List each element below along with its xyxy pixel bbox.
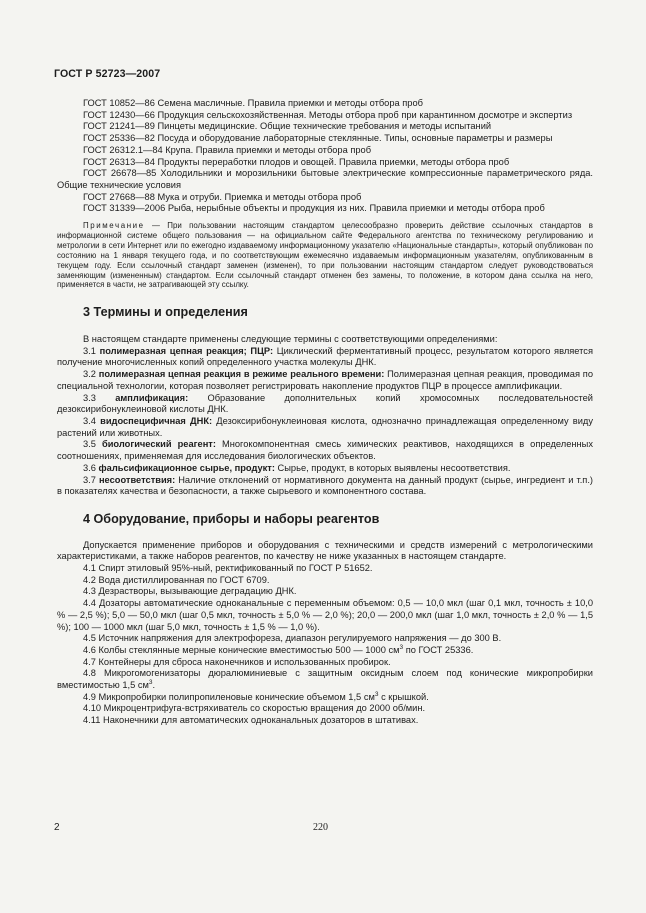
reference-item: ГОСТ 31339—2006 Рыба, нерыбные объекты и продукция из них. Правила приемки и методы отбора проб [83,203,545,214]
terms-intro: В настоящем стандарте применены следующие термины с соответствующими определениями: [83,334,498,345]
term-definition: 3.2 полимеразная цепная реакция в режиме реального времени: Полимеразная цепная реакция, проводимая по специальной технологии, которая позволяет регистрировать накопление продуктов ПЦР в процессе амплификации. [57,369,594,391]
equipment-item: 4.5 Источник напряжения для электрофореза, диапазон регулируемого напряжения — до 300 В. [83,633,502,644]
reference-item: ГОСТ 26312.1—84 Крупа. Правила приемки и методы отбора проб [83,144,372,155]
term-name: фальсификационное сырье, продукт: [98,462,275,473]
term-definition: 3.5 биологический реагент: Многокомпонентная смесь химических реактивов, находящихся в определенных соотношениях, применяемая для исследования биологических объектов. [57,439,593,462]
page-number: 2 [54,822,60,833]
note-label: Примечание [83,221,145,231]
equipment-item: 4.4 Дозаторы автоматические одноканальные с переменным объемом: 0,5 — 10,0 мкл (шаг 0,1 мкл, точность ± 10,0 % — 2,5 %); 5,0 — 50,0 мкл (шаг 0,5 мкл, точность ± 5,0 % — 2,0 %); 20,0 — 200,0 мкл (шаг 1,0 мкл, точность ± 2,0 % — 1,5 %); 100 — 1000 мкл (шаг 5,0 мкл, точность ± 1,5 % — 1,0 %). [57,598,593,632]
equipment-item: 4.9 Микропробирки полипропиленовые конические объемом 1,5 $см^3$ с крышкой. [83,690,429,702]
equipment-item: 4.11 Наконечники для автоматических одноканальных дозаторов в штативах. [83,715,419,726]
term-name: несоответствия: [98,474,176,485]
reference-item: ГОСТ 25336—82 Посуда и оборудование лабораторные стеклянные. Типы, основные параметры и размеры [83,133,553,144]
reference-item: ГОСТ 21241—89 Пинцеты медицинские. Общие технические требования и методы испытаний [83,121,492,132]
term-name: видоспецифичная ДНК: [100,416,213,426]
reference-item: ГОСТ 27668—88 Мука и отруби. Приемка и методы отбора проб [83,191,362,202]
reference-item: ГОСТ 26313—84 Продукты переработки плодов и овощей. Правила приемки, методы отбора проб [83,156,510,167]
equipment-item: 4.10 Микроцентрифуга-встряхиватель со скоростью вращения до 2000 об/мин. [83,703,426,714]
equipment-section [57,540,593,727]
note-paragraph [57,221,593,290]
equipment-item: 4.2 Вода дистиллированная по ГОСТ 6709. [83,574,270,585]
section-heading-terms: 3 Термины и определения [83,305,248,320]
term-definition: 3.6 фальсификационное сырье, продукт: Сырье, продукт, в которых выявлены несоответствия. [83,462,511,473]
equipment-item: 4.8 Микрогомогенизаторы дюралюминиевые с защитным оксидным слоем под конические микропробирки вместимостью 1,5 $см^3$. [57,668,593,691]
term-name: амплификация: [115,392,189,403]
term-name: полимеразная цепная реакция; ПЦР: [99,345,274,356]
section-heading-equipment: 4 Оборудование, приборы и наборы реагентов [83,511,380,526]
document-body [57,98,593,727]
term-definition: 3.1 полимеразная цепная реакция; ПЦР: Циклический ферментативный процесс, результатом которого является получение многочисленных копий определенного участка молекулы ДНК. [57,345,593,368]
reference-item: ГОСТ 10852—86 Семена масличные. Правила приемки и методы отбора проб [83,98,423,108]
reference-item: ГОСТ 26678—85 Холодильники и морозильники бытовые электрические компрессионные параметрического ряда. Общие технические условия [57,168,593,190]
term-definition: 3.3 амплификация: Образование дополнительных копий хромосомных последовательностей дезоксирибонуклеиновой кислоты ДНК. [57,392,593,415]
equipment-item: 4.6 Колбы стеклянные мерные конические вместимостью 500 — 1000 $см^3$ по ГОСТ 25336. [83,643,474,655]
term-definition: 3.7 несоответствия: Наличие отклонений от нормативного документа на данный продукт (сырье, ингредиент и т.п.) в показателях качества и безопасности, а также сырьевого и компонентного состава. [57,474,593,497]
sheet-number: 220 [313,822,328,833]
term-name: биологический реагент: [101,439,216,450]
equipment-item: 4.1 Спирт этиловый 95%-ный, ректификованный по ГОСТ Р 51652. [83,563,373,574]
normative-references [57,98,593,215]
page-header: ГОСТ Р 52723—2007 [54,68,161,80]
equipment-item: 4.7 Контейнеры для сброса наконечников и использованных пробирок. [83,656,391,667]
note-text: — При пользовании настоящим стандартом целесообразно проверить действие ссылочных стандартов в информационной системе общего пользования — на официальном сайте Федерального агентства по техническому регулированию и метрологии в сети Интернет или по ежегодно издаваемому информационному указателю «Национальные стандарты», который опубликован по состоянию на 1 января текущего года, и по соответствующим ежемесячно издаваемым информационным указателям, опубликованным в текущем году. Если ссылочный стандарт заменен (изменен), то при пользовании настоящим стандартом следует руководствоваться заменяющим (измененным) стандартом. Если ссылочный стандарт отменен без замены, то положение, в котором дана ссылка на него, применяется в части, не затрагивающей эту ссылку. [57,221,593,290]
equipment-item: 4.3 Дезрастворы, вызывающие деградацию ДНК. [83,586,297,597]
reference-item: ГОСТ 12430—66 Продукция сельскохозяйственная. Методы отбора проб при карантинном досмотре и экспертиз [83,109,573,120]
terms-section [57,334,593,498]
equipment-intro: Допускается применение приборов и оборудования с техническими и средств измерений с метрологическими характеристиками, а также наборов реагентов, по качеству не ниже указанных в настоящем стандарте. [57,539,593,562]
term-definition: 3.4 видоспецифичная ДНК: Дезоксирибонуклеиновая кислота, однозначно принадлежащая определенному виду растений или животных. [57,416,593,438]
term-name: полимеразная цепная реакция в режиме реального времени: [98,369,385,380]
